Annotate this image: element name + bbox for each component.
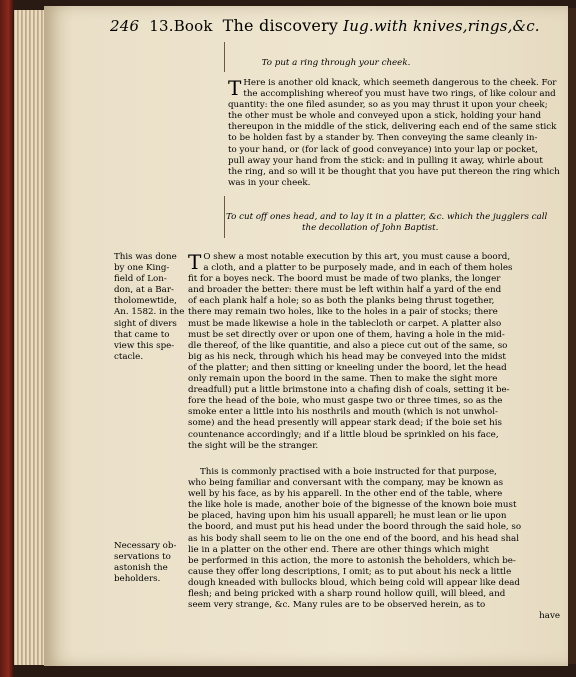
running-subtitle: Iug.with knives,rings,&c. xyxy=(343,17,540,35)
note-line: This was done xyxy=(114,252,177,262)
note-line: astonish the xyxy=(114,563,168,574)
text-line: pull away your hand from the stick: and in pulling it away, whirle about xyxy=(228,155,543,166)
running-header xyxy=(110,16,570,35)
text-line: be performed in this action, the more to astonish the beholders, which be- xyxy=(188,555,516,566)
heading-line: the decollation of John Baptist. xyxy=(302,223,439,234)
text-line: lie in a platter on the other end. There are other things which might xyxy=(188,544,489,555)
text-line: to your hand, or (for lack of good conveyance) into your lap or pocket, xyxy=(228,144,538,155)
section-heading-head xyxy=(226,212,557,234)
text-line: thereupon in the middle of the stick, delivering each end of the same stick xyxy=(228,122,557,133)
note-line: An. 1582. in the xyxy=(114,307,185,318)
note-line: by one King- xyxy=(114,263,170,274)
text-line: of each plank half a hole; so as both the planks being thrust together, xyxy=(188,296,495,307)
text-line: the like hole is made, another boie of the bignesse of the known boie must xyxy=(188,500,517,511)
text-line: the other must be whole and conveyed upon a stick, holding your hand xyxy=(228,111,542,122)
text-line: countenance accordingly; and if a little bloud be sprinkled on his face, xyxy=(188,429,499,440)
text-line: dough kneaded with bullocks bloud, which being cold will appear like dead xyxy=(188,577,520,588)
text-line: as his body shall seem to lie on the one end of the boord, and his head shal xyxy=(188,533,520,544)
text-line: only remain upon the boord in the same. Then to make the sight more xyxy=(188,374,498,385)
text-line: some) and the head presently will appear stark dead; if the boie set his xyxy=(188,418,502,429)
book-number: 13.Book xyxy=(149,17,213,35)
text-line: the ring, and so will it be thought that you have put thereon the ring which xyxy=(228,166,560,177)
note-line: view this spe- xyxy=(114,340,175,351)
text-line: smoke enter a little into his nosthrils and mouth (which is not unwhol- xyxy=(188,407,498,418)
right-page-edge xyxy=(568,8,576,664)
text-line: must be made likewise a hole in the tablecloth or carpet. A platter also xyxy=(188,318,502,329)
text-line: well by his face, as by his apparell. In the other end of the table, where xyxy=(188,489,503,500)
text-line: of the platter; and then sitting or kneeling under the boord, let the head xyxy=(188,362,507,373)
note-line: tholomewtide, xyxy=(114,296,177,307)
note-line: beholders. xyxy=(114,574,161,585)
book-binding xyxy=(0,0,14,677)
text-line: dle thereof, of the like quantitie, and also a piece cut out of the same, so xyxy=(188,340,508,351)
text-line: This is commonly practised with a boie instructed for that purpose, xyxy=(200,467,497,477)
text-line: dreadfull) put a little brimstone into a chafing dish of coals, setting it be- xyxy=(188,385,510,396)
page-number: 246 xyxy=(110,17,140,35)
running-title: The discovery xyxy=(222,16,339,35)
section-heading-ring: To put a ring through your cheek. xyxy=(261,58,411,68)
note-line: field of Lon- xyxy=(114,274,167,285)
text-line: the accomplishing whereof you must have two rings, of like colour and xyxy=(243,89,556,100)
paragraph-decollation xyxy=(188,252,560,452)
note-line: servations to xyxy=(114,552,171,563)
text-line: fit for a boyes neck. The boord must be made of two planks, the longer xyxy=(188,274,501,285)
text-line: be placed, having upon him his usuall apparell; he must lean or lie upon xyxy=(188,511,507,522)
text-line: cause they offer long descriptions, I omit; as to put about his neck a little xyxy=(188,566,512,577)
text-line: must be set directly over or upon one of them, having a hole in the mid- xyxy=(188,329,505,340)
drop-cap: T xyxy=(228,76,242,100)
heading-line: To cut off ones head, and to lay it in a platter, &c. which the jugglers call xyxy=(226,212,548,222)
text-line: big as his neck, through which his head may be conveyed into the midst xyxy=(188,351,506,362)
text-line: who being familiar and conversant with the company, may be known as xyxy=(188,478,504,489)
margin-note-observations xyxy=(114,541,182,585)
text-line: quantity: the one filed asunder, so as you may thrust it upon your cheek; xyxy=(228,100,548,111)
text-line: fore the head of the boie, who must gaspe two or three times, so as the xyxy=(188,396,503,407)
note-line: Necessary ob- xyxy=(114,541,177,551)
paragraph-ring xyxy=(228,78,559,189)
text-line: a cloth, and a platter to be purposely made, and in each of them holes xyxy=(203,263,513,274)
text-line: O shew a most notable execution by this art, you must cause a boord, xyxy=(203,252,511,262)
text-line: to be holden fast by a stander by. Then conveying the same cleanly in- xyxy=(228,133,538,144)
margin-note-kingfield xyxy=(114,252,185,363)
note-line: sight of divers xyxy=(114,318,177,329)
text-line: flesh; and being pricked with a sharp round hollow quill, will bleed, and xyxy=(188,589,506,600)
text-line: the sight will be the stranger. xyxy=(188,440,319,451)
text-line: the boord, and must put his head under the boord through the said hole, so xyxy=(188,522,522,533)
drop-cap: T xyxy=(188,250,202,274)
vertical-rule-top xyxy=(224,42,225,72)
paragraph-practice xyxy=(188,467,560,622)
text-line: was in your cheek. xyxy=(228,177,311,188)
text-line: Here is another old knack, which seemeth dangerous to the cheek. For xyxy=(243,78,557,88)
page-edges xyxy=(14,10,45,665)
note-line: that came to xyxy=(114,329,170,340)
text-line: there may remain two holes, like to the holes in a pair of stocks; there xyxy=(188,307,498,318)
note-line: don, at a Bar- xyxy=(114,285,174,296)
vertical-rule-mid xyxy=(224,196,225,238)
text-line: and broader the better: there must be left within half a yard of the end xyxy=(188,285,502,296)
note-line: ctacle. xyxy=(114,351,144,362)
text-line: seem very strange, &c. Many rules are to be observed herein, as to xyxy=(188,600,486,611)
catchword: have xyxy=(539,611,560,622)
